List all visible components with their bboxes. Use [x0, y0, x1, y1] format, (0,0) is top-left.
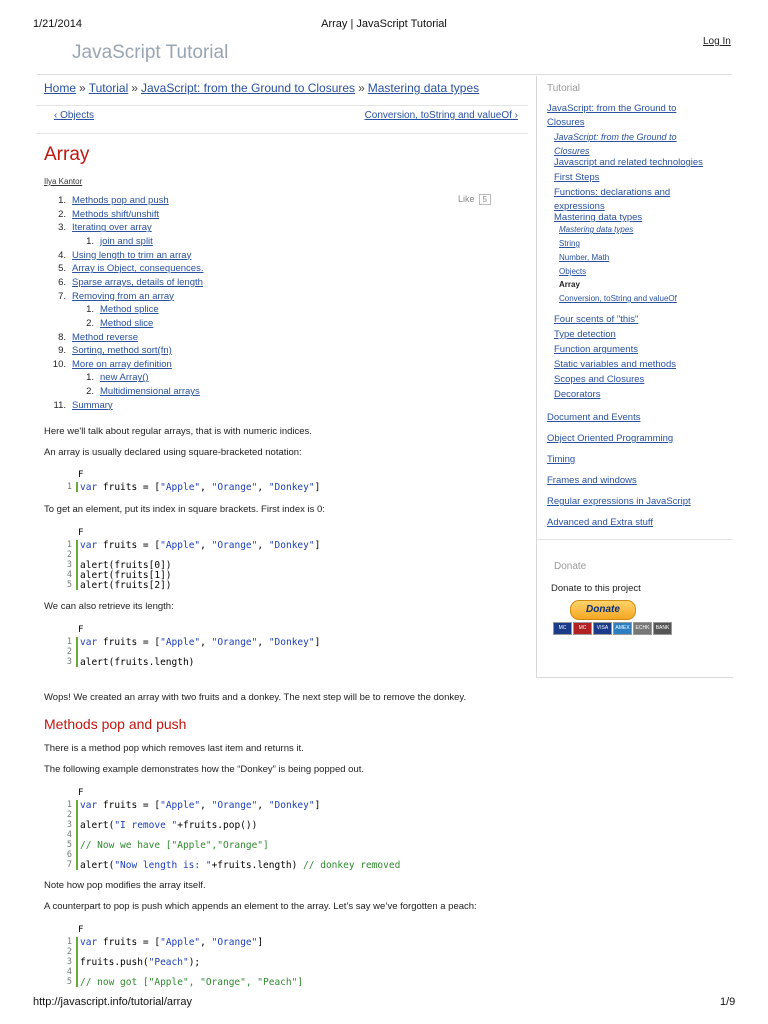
line-number: 2	[66, 947, 72, 957]
paragraph: An array is usually declared using square-bracketed notation:	[44, 447, 302, 458]
toc-link[interactable]: new Array()	[100, 372, 149, 384]
toc-number: 2.	[86, 317, 94, 329]
line-number: 3	[66, 820, 72, 830]
toc-number: 11.	[53, 399, 66, 411]
header-divider	[37, 74, 732, 75]
page-title: Array	[44, 144, 90, 165]
donate-button[interactable]: Donate	[570, 600, 636, 620]
code-line: alert(fruits[1])	[80, 570, 172, 581]
code-marker: F	[78, 625, 84, 635]
print-url: http://javascript.info/tutorial/array	[33, 996, 192, 1008]
like-label: Like	[458, 194, 475, 204]
toc-number: 1.	[86, 235, 94, 247]
toc-number: 1.	[86, 372, 94, 384]
line-number: 2	[66, 810, 72, 820]
toc-number: 10.	[52, 358, 66, 370]
toc-link[interactable]: join and split	[100, 235, 153, 247]
line-number: 4	[66, 967, 72, 977]
breadcrumb-course[interactable]: JavaScript: from the Ground to Closures	[140, 81, 356, 95]
paragraph: Here we'll talk about regular arrays, that is with numeric indices.	[44, 426, 312, 437]
breadcrumb-separator: »	[358, 81, 365, 95]
bank-icon: BANK	[653, 622, 672, 635]
code-marker: F	[78, 925, 84, 935]
site-title[interactable]: JavaScript Tutorial	[72, 42, 229, 63]
visa-icon: VISA	[593, 622, 612, 635]
line-number: 5	[66, 580, 72, 590]
code-gutter-bar	[76, 800, 78, 870]
code-marker: F	[78, 788, 84, 798]
line-number: 2	[66, 647, 72, 657]
toc-number: 7.	[58, 290, 66, 302]
line-number: 1	[66, 482, 72, 492]
code-gutter-bar	[76, 482, 78, 492]
code-line: alert(fruits[0])	[80, 560, 172, 571]
toc-number: 8.	[58, 331, 66, 343]
next-page-link[interactable]: Conversion, toString and valueOf ›	[364, 110, 518, 121]
donate-text: Donate to this project	[551, 583, 641, 594]
toc-number: 1.	[86, 304, 94, 316]
code-gutter-bar	[76, 637, 78, 667]
sidebar-subitem-string[interactable]: String	[559, 239, 580, 248]
breadcrumb-home[interactable]: Home	[44, 81, 77, 95]
maestro-icon: MC	[573, 622, 592, 635]
toc-link[interactable]: Methods pop and push	[72, 195, 169, 206]
line-number: 4	[66, 570, 72, 580]
sidebar	[536, 76, 733, 678]
sidebar-section-timing[interactable]: Timing	[547, 454, 576, 465]
sidebar-item-closures[interactable]: Scopes and Closures	[554, 374, 645, 385]
sidebar-item-functions[interactable]: Functions: declarations and expressions	[554, 187, 671, 212]
line-number: 1	[66, 637, 72, 647]
sidebar-subitem-objects[interactable]: Objects	[559, 267, 587, 276]
paragraph: A counterpart to pop is push which appends an element to the array. Let’s say we’ve forgotten a peach:	[44, 901, 477, 912]
sidebar-item-course-current[interactable]: JavaScript: from the Ground to Closures	[554, 132, 677, 156]
paragraph: Note how pop modifies the array itself.	[44, 880, 206, 891]
main-content	[36, 76, 528, 996]
sidebar-item-course[interactable]: JavaScript: from the Ground to Closures	[547, 103, 677, 128]
line-number: 2	[66, 550, 72, 560]
sidebar-section-frames[interactable]: Frames and windows	[547, 475, 637, 486]
code-block	[48, 470, 518, 498]
toc-link[interactable]: Method reverse	[72, 331, 139, 343]
breadcrumb-separator: »	[79, 81, 86, 95]
amex-icon: AMEX	[613, 622, 632, 635]
line-number: 1	[66, 937, 72, 947]
line-number: 3	[66, 657, 72, 667]
sidebar-section-advanced[interactable]: Advanced and Extra stuff	[547, 517, 653, 528]
code-marker: F	[78, 470, 84, 480]
toc-number: 5.	[58, 263, 66, 275]
toc-link[interactable]: Removing from an array	[72, 290, 174, 302]
like-count: 5	[479, 194, 491, 205]
code-line: alert(fruits.length)	[80, 657, 195, 668]
section-heading: Methods pop and push	[44, 716, 187, 732]
sidebar-subitem-number[interactable]: Number, Math	[559, 253, 610, 262]
print-header	[0, 0, 768, 30]
paragraph: To get an element, put its index in square brackets. First index is 0:	[44, 504, 325, 515]
line-number: 5	[66, 840, 72, 850]
paragraph: There is a method pop which removes last item and returns it.	[44, 743, 304, 754]
sidebar-item-decorators[interactable]: Decorators	[554, 389, 601, 400]
code-block	[48, 528, 518, 592]
sidebar-subitem-conversion[interactable]: Conversion, toString and valueOf	[559, 294, 677, 303]
code-line: // now got ["Apple", "Orange", "Peach"]	[80, 977, 304, 988]
sidebar-item-js-technologies[interactable]: Javascript and related technologies	[554, 157, 703, 168]
like-button[interactable]	[458, 194, 491, 205]
sidebar-subitem-data-types[interactable]: Mastering data types	[559, 225, 634, 234]
toc-link[interactable]: Using length to trim an array	[72, 249, 192, 261]
donate-heading: Donate	[554, 561, 587, 572]
sidebar-item-this[interactable]: Four scents of "this"	[554, 314, 639, 325]
prev-page-link[interactable]: ‹ Objects	[54, 110, 95, 121]
toc-number: 4.	[58, 249, 66, 261]
divider	[36, 105, 528, 106]
toc-link[interactable]: Summary	[72, 399, 113, 411]
toc-number: 3.	[58, 222, 66, 234]
toc-number: 1.	[58, 195, 66, 206]
code-line: alert("I remove "+fruits.pop())	[80, 820, 258, 831]
author-link[interactable]: Ilya Kantor	[44, 177, 83, 186]
code-gutter-bar	[76, 540, 78, 590]
code-block	[48, 625, 518, 669]
line-number: 6	[66, 850, 72, 860]
toc-link[interactable]: Sparse arrays, details of length	[72, 276, 203, 288]
code-block	[48, 925, 518, 989]
toc-link[interactable]: Multidimensional arrays	[100, 386, 200, 398]
line-number: 7	[66, 860, 72, 870]
code-line: var fruits = ["Apple", "Orange", "Donkey"]	[80, 482, 321, 493]
toc-link[interactable]: Array is Object, consequences.	[72, 263, 204, 275]
code-line: var fruits = ["Apple", "Orange", "Donkey"]	[80, 800, 321, 811]
code-line: fruits.push("Peach");	[80, 957, 201, 968]
paragraph: We can also retrieve its length:	[44, 601, 174, 612]
line-number: 1	[66, 800, 72, 810]
sidebar-section-document-events[interactable]: Document and Events	[547, 412, 641, 423]
line-number: 3	[66, 560, 72, 570]
sidebar-section-oop[interactable]: Object Oriented Programming	[547, 433, 674, 444]
toc-number: 2.	[86, 386, 94, 398]
toc-link[interactable]: Iterating over array	[72, 222, 152, 234]
sidebar-item-arguments[interactable]: Function arguments	[554, 344, 638, 355]
code-gutter-bar	[76, 937, 78, 987]
line-number: 5	[66, 977, 72, 987]
breadcrumb-tutorial[interactable]: Tutorial	[88, 81, 129, 95]
code-line: var fruits = ["Apple", "Orange"]	[80, 937, 264, 948]
mastercard-icon: MC	[553, 622, 572, 635]
toc-link[interactable]: Methods shift/unshift	[72, 208, 160, 220]
breadcrumb	[44, 81, 479, 95]
sidebar-item-type-detection[interactable]: Type detection	[554, 329, 616, 340]
divider	[36, 133, 528, 134]
toc-number: 2.	[58, 208, 66, 220]
print-date: 1/21/2014	[33, 18, 82, 30]
print-footer	[0, 992, 768, 1012]
code-line: alert("Now length is: "+fruits.length) // donkey removed	[80, 860, 401, 871]
code-line: var fruits = ["Apple", "Orange", "Donkey"]	[80, 637, 321, 648]
sidebar-item-first-steps[interactable]: First Steps	[554, 172, 600, 183]
echeck-icon: ECHK	[633, 622, 652, 635]
toc-link[interactable]: Method splice	[100, 304, 159, 316]
divider	[537, 539, 733, 540]
print-page-number: 1/9	[720, 996, 736, 1008]
toc-number: 6.	[58, 276, 66, 288]
code-line: alert(fruits[2])	[80, 580, 172, 591]
sidebar-item-data-types[interactable]: Mastering data types	[554, 212, 643, 223]
paragraph: Wops! We created an array with two fruits and a donkey. The next step will be to remove the donkey.	[44, 692, 467, 703]
code-marker: F	[78, 528, 84, 538]
breadcrumb-section[interactable]: Mastering data types	[367, 81, 480, 95]
login-link[interactable]: Log In	[703, 36, 731, 47]
print-title: Array | JavaScript Tutorial	[321, 18, 447, 30]
line-number: 1	[66, 540, 72, 550]
line-number: 4	[66, 830, 72, 840]
sidebar-item-static-vars[interactable]: Static variables and methods	[554, 359, 676, 370]
line-number: 3	[66, 957, 72, 967]
code-line: var fruits = ["Apple", "Orange", "Donkey"]	[80, 540, 321, 551]
toc-link[interactable]: Method slice	[100, 317, 154, 329]
sidebar-section-regex[interactable]: Regular expressions in JavaScript	[547, 496, 691, 507]
code-line: // Now we have ["Apple","Orange"]	[80, 840, 269, 851]
sidebar-subitem-array: Array	[559, 280, 580, 289]
sidebar-heading: Tutorial	[547, 83, 580, 94]
code-block	[48, 788, 518, 872]
toc-link[interactable]: More on array definition	[72, 358, 172, 370]
paragraph: The following example demonstrates how the “Donkey” is being popped out.	[44, 764, 365, 775]
breadcrumb-separator: »	[131, 81, 138, 95]
toc-link[interactable]: Sorting, method sort(fn)	[72, 345, 172, 357]
toc-number: 9.	[58, 345, 66, 357]
payment-cards	[553, 622, 673, 634]
